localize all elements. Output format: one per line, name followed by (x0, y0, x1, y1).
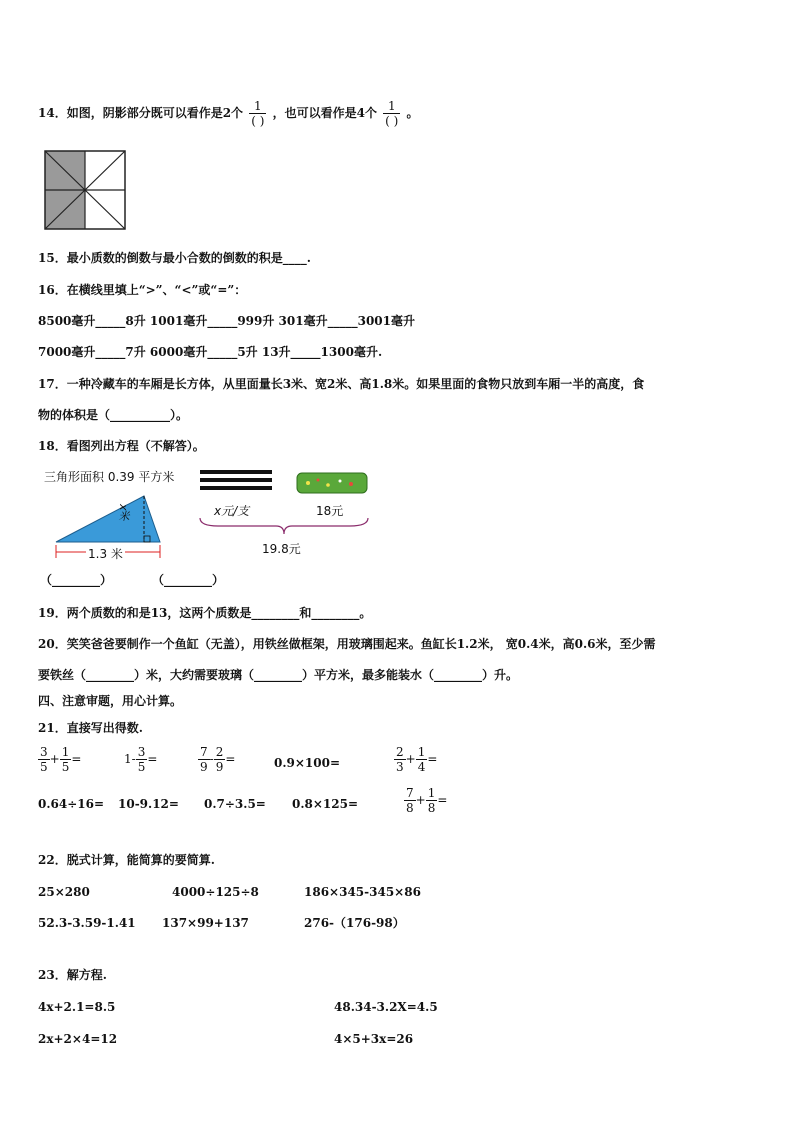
q14-square-figure (44, 150, 126, 230)
q20-line-1: 20．笑笑爸爸要制作一个鱼缸（无盖），用铁丝做框架，用玻璃围起来。鱼缸长1.2米， 宽0.4米，高0.6米，至少需 (38, 637, 656, 651)
q18-blank-2: （________） (152, 573, 225, 587)
q22-item-1: 25×280 (38, 885, 90, 899)
q18-pencils-icon (198, 468, 278, 498)
q15-text: 15．最小质数的倒数与最小合数的倒数的积是____. (38, 251, 311, 265)
q18-total-label: 19.8元 (262, 542, 301, 556)
q23-item-3: 2x+2×4=12 (38, 1032, 118, 1046)
q22-item-3: 186×345-345×86 (304, 885, 421, 899)
q14-text-b: ，也可以看作是4个 (272, 106, 377, 120)
q18-box-label: 18元 (316, 504, 344, 518)
q23-item-2: 48.34-3.2X=4.5 (334, 1000, 438, 1014)
q16-title: 16．在横线里填上“>”、“<”或“=”： (38, 283, 247, 297)
q14-text-a: 14．如图，阴影部分既可以看作是2个 (38, 106, 244, 120)
q21-title: 21．直接写出得数. (38, 721, 143, 735)
q18-triangle-caption: 三角形面积 0.39 平方米 (44, 470, 175, 484)
q16-row-1: 8500毫升_____8升 1001毫升_____999升 301毫升_____3001毫升 (38, 314, 415, 328)
q23-item-4: 4×5+3x=26 (334, 1032, 414, 1046)
q14-fraction-2: $\frac{1}{( )}$ (385, 99, 399, 128)
q14-text-c: 。 (406, 106, 419, 120)
q21-item-r2-1: 0.64÷16= (38, 797, 105, 811)
q21-item-r2-5: $\frac{7}{8}$ + $\frac{1}{8}$ = (406, 786, 448, 815)
q18-blank-1: （________） (40, 573, 113, 587)
q18-brace (198, 516, 370, 538)
q21-item-r1-3: $\frac{7}{9}$ - $\frac{2}{9}$ = (200, 745, 236, 774)
section-4-title: 四、注意审题，用心计算。 (38, 694, 183, 708)
q21-item-r1-5: $\frac{2}{3}$ + $\frac{1}{4}$ = (396, 745, 438, 774)
q17-line-1: 17．一种冷藏车的车厢是长方体，从里面量长3米、宽2米、高1.8米。如果里面的食物只放到车厢一半的高度，食 (38, 377, 645, 391)
q22-title: 22．脱式计算，能简算的要简算. (38, 853, 215, 867)
q14-line (38, 99, 419, 128)
q22-item-5: 137×99+137 (162, 916, 249, 930)
q23-item-1: 4x+2.1=8.5 (38, 1000, 116, 1014)
q21-item-r1-1: $\frac{3}{5}$ + $\frac{1}{5}$ = (40, 745, 82, 774)
q22-item-2: 4000÷125÷8 (172, 885, 259, 899)
q21-item-r1-4: 0.9×100= (274, 756, 341, 770)
q22-item-4: 52.3-3.59-1.41 (38, 916, 136, 930)
q18-title: 18．看图列出方程（不解答）。 (38, 439, 205, 453)
q22-item-6: 276-（176-98） (304, 916, 405, 930)
q19-text: 19．两个质数的和是13，这两个质数是________和________。 (38, 606, 372, 620)
q16-row-2: 7000毫升_____7升 6000毫升_____5升 13升_____1300毫升. (38, 345, 383, 359)
q21-item-r2-3: 0.7÷3.5= (204, 797, 266, 811)
q14-fraction-1: $\frac{1}{( )}$ (251, 99, 265, 128)
q21-item-r2-4: 0.8×125= (292, 797, 359, 811)
q21-item-r1-2: 1- $\frac{3}{5}$ = (124, 745, 158, 774)
q17-line-2: 物的体积是（__________）。 (38, 408, 189, 422)
q20-line-2: 要铁丝（________）米，大约需要玻璃（________）平方米，最多能装水（________）升。 (38, 668, 519, 682)
q21-item-r2-2: 10-9.12= (118, 797, 179, 811)
q18-pen-label: x元/支 (214, 504, 250, 518)
q23-title: 23．解方程. (38, 968, 107, 982)
q18-base-label: 1.3 米 (88, 547, 123, 561)
q18-pencil-box-icon (296, 472, 368, 494)
q18-height-label: x米 (117, 504, 130, 522)
